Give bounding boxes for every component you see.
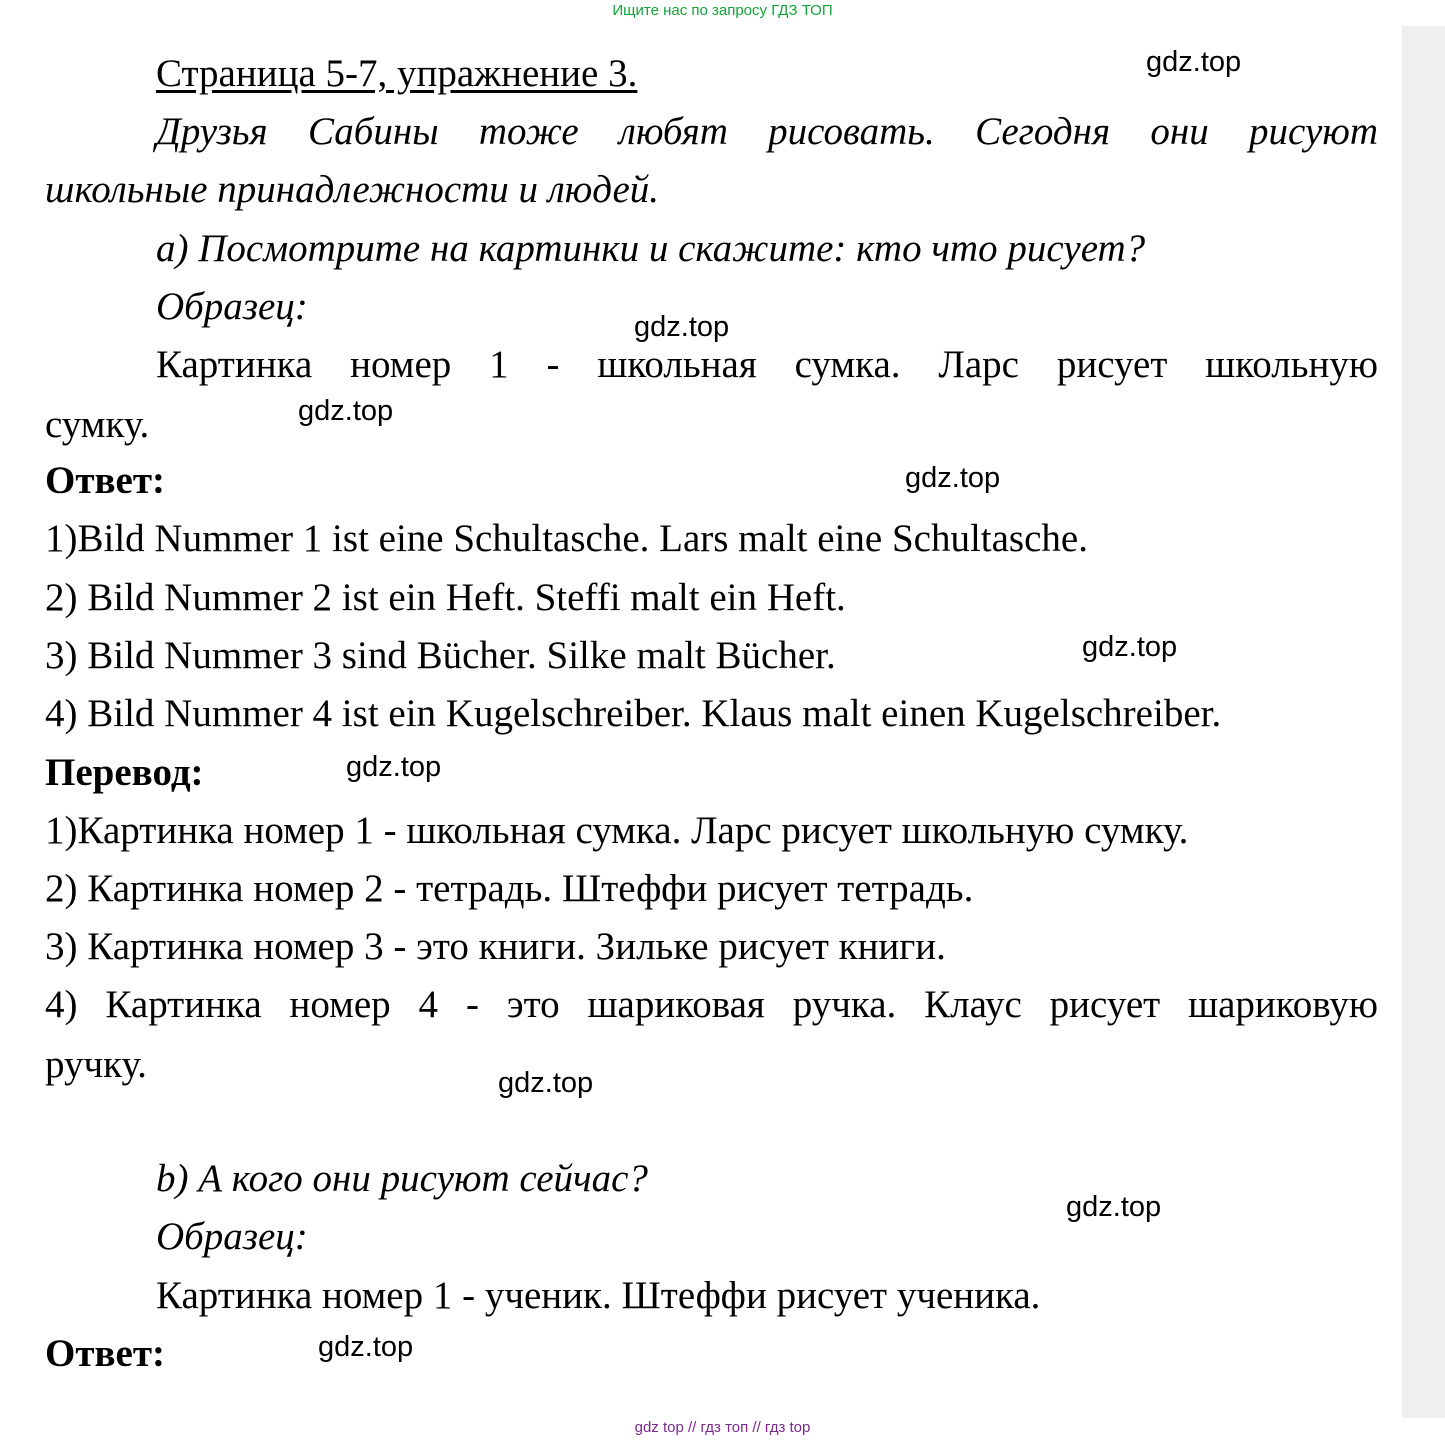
watermark: gdz.top	[1082, 631, 1178, 663]
scrollbar[interactable]	[1402, 26, 1445, 1418]
sample-a-line-1: Картинка номер 1 - школьная сумка. Ларс рисует школьную	[156, 343, 1378, 386]
sample-label-b: Образец:	[156, 1215, 308, 1258]
watermark: gdz.top	[905, 462, 1001, 494]
task-a-heading: а) Посмотрите на картинки и скажите: кто что рисует?	[156, 227, 1146, 270]
intro-line-2: школьные принадлежности и людей.	[45, 168, 660, 211]
watermark: gdz.top	[318, 1331, 414, 1363]
translation-1: 1)Картинка номер 1 - школьная сумка. Ларс рисует школьную сумку.	[45, 809, 1189, 852]
watermark: gdz.top	[498, 1067, 594, 1099]
intro-line-1: Друзья Сабины тоже любят рисовать. Сегодня они рисуют	[156, 110, 1378, 153]
sample-label-a: Образец:	[156, 285, 308, 328]
answer-a-4: 4) Bild Nummer 4 ist ein Kugelschreiber. Klaus malt einen Kugelschreiber.	[45, 692, 1222, 735]
translation-3: 3) Картинка номер 3 - это книги. Зильке рисует книги.	[45, 925, 946, 968]
watermark: gdz.top	[1146, 46, 1242, 78]
translation-4-continued: ручку.	[45, 1043, 147, 1086]
page-title: Страница 5-7, упражнение 3.	[156, 52, 638, 95]
answer-a-1: 1)Bild Nummer 1 ist eine Schultasche. Lars malt eine Schultasche.	[45, 517, 1088, 560]
translation-4: 4) Картинка номер 4 - это шариковая ручка. Клаус рисует шариковую	[45, 983, 1378, 1026]
sample-a-line-2: сумку.	[45, 403, 150, 446]
answer-label-b: Ответ:	[45, 1332, 166, 1375]
answer-a-3: 3) Bild Nummer 3 sind Bücher. Silke malt Bücher.	[45, 634, 836, 677]
task-b-heading: b) А кого они рисуют сейчас?	[156, 1157, 648, 1200]
sample-b: Картинка номер 1 - ученик. Штеффи рисует ученика.	[156, 1274, 1041, 1317]
watermark: gdz.top	[1066, 1191, 1162, 1223]
translation-label: Перевод:	[45, 751, 204, 794]
watermark: gdz.top	[634, 311, 730, 343]
top-banner-link[interactable]: Ищите нас по запросу ГДЗ ТОП	[612, 2, 833, 19]
answer-a-2: 2) Bild Nummer 2 ist ein Heft. Steffi malt ein Heft.	[45, 576, 846, 619]
watermark: gdz.top	[298, 395, 394, 427]
watermark: gdz.top	[346, 751, 442, 783]
bottom-banner-link[interactable]: gdz top // гдз топ // гдз top	[634, 1419, 811, 1436]
translation-2: 2) Картинка номер 2 - тетрадь. Штеффи рисует тетрадь.	[45, 867, 974, 910]
answer-label-a: Ответ:	[45, 459, 166, 502]
